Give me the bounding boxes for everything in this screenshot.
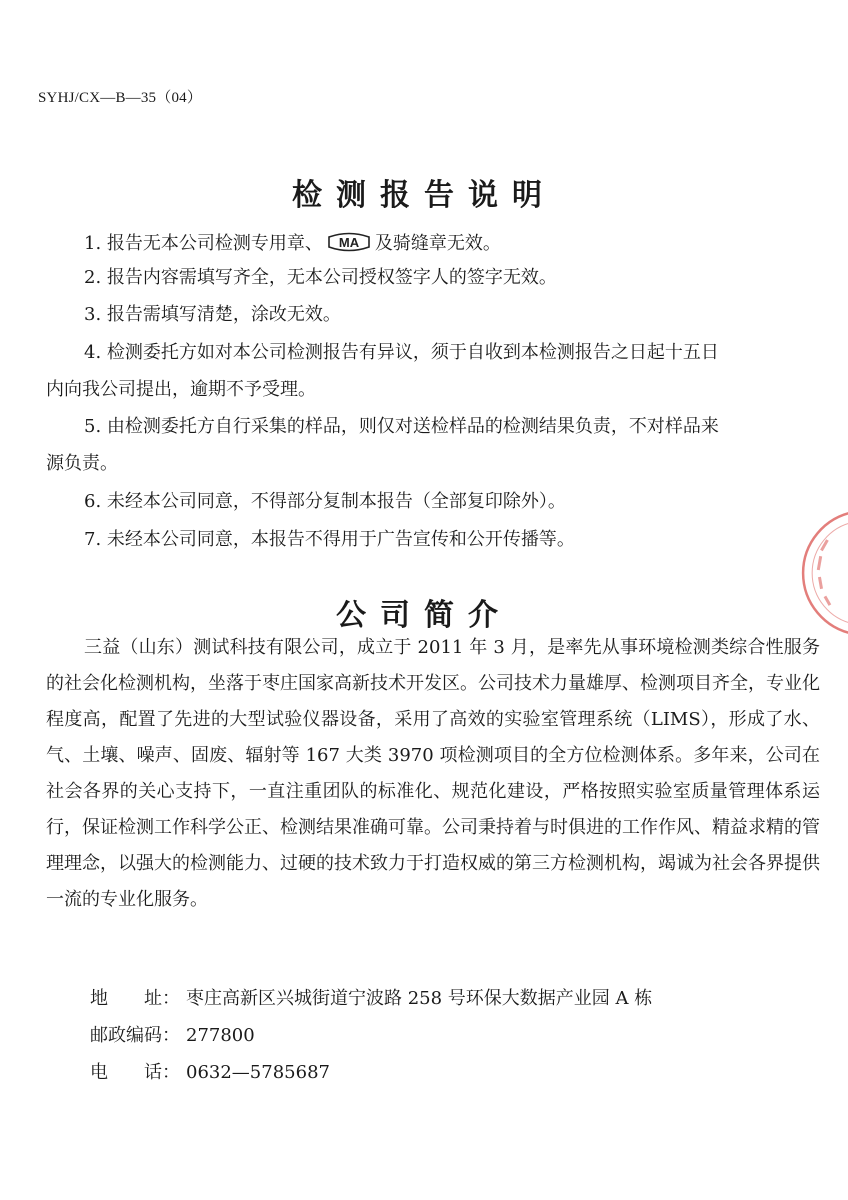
cma-mark-icon <box>327 231 371 253</box>
note-4-line-2: 内向我公司提出，逾期不予受理。 <box>46 379 316 400</box>
address-label: 地 址： <box>90 988 180 1009</box>
profile-title: 公司简介 <box>336 598 512 633</box>
note-6: 6. 未经本公司同意，不得部分复制本报告（全部复印除外）。 <box>84 491 566 512</box>
postcode-value: 277800 <box>186 1025 255 1046</box>
note-4-line-1: 4. 检测委托方如对本公司检测报告有异议，须于自收到本检测报告之日起十五日 <box>84 342 719 363</box>
profile-paragraph: 三益（山东）测试科技有限公司，成立于 2011 年 3 月，是率先从事环境检测类综合性服务的社会化检测机构，坐落于枣庄国家高新技术开发区。公司技术力量雄厚、检测项目齐全，专业化程度高，配置了先进的大型试验仪器设备，采用了高效的实验室管理系统（LIMS），形成了水、气、土壤、噪声、固废、辐射等 167 大类 3970 项检测项目的全方位检测体系。多年来，公司在社会各界的关心支持下，一直注重团队的标准化、规范化建设，严格按照实验室质量管理体系运行，保证检测工作科学公正、检测结果准确可靠。公司秉持着与时俱进的工作作风、精益求精的管理理念，以强大的检测能力、过硬的技术致力于打造权威的第三方检测机构，竭诚为社会各界提供一流的专业化服务。 <box>46 637 820 910</box>
contact-address <box>90 988 652 1010</box>
note-3: 3. 报告需填写清楚，涂改无效。 <box>84 304 341 325</box>
note-1-suffix: 及骑缝章无效。 <box>374 233 501 254</box>
note-2: 2. 报告内容需填写齐全，无本公司授权签字人的签字无效。 <box>84 267 557 288</box>
partial-red-seal-icon <box>796 508 848 638</box>
postcode-label: 邮政编码： <box>90 1025 180 1046</box>
note-5-line-1: 5. 由检测委托方自行采集的样品，则仅对送检样品的检测结果负责，不对样品来 <box>84 416 719 437</box>
notes-title: 检测报告说明 <box>292 178 556 213</box>
contact-phone <box>90 1062 330 1084</box>
note-5-line-2: 源负责。 <box>46 453 118 474</box>
note-1 <box>84 231 501 255</box>
address-value: 枣庄高新区兴城街道宁波路 258 号环保大数据产业园 A 栋 <box>186 988 653 1009</box>
note-7: 7. 未经本公司同意，本报告不得用于广告宣传和公开传播等。 <box>84 529 575 550</box>
contact-postcode <box>90 1025 255 1047</box>
phone-value: 0632—5785687 <box>186 1062 330 1083</box>
phone-label: 电 话： <box>90 1062 180 1083</box>
cma-mark-text: MA <box>338 235 360 250</box>
note-1-prefix: 1. 报告无本公司检测专用章、 <box>84 233 323 254</box>
document-code: SYHJ/CX—B—35（04） <box>38 90 203 106</box>
